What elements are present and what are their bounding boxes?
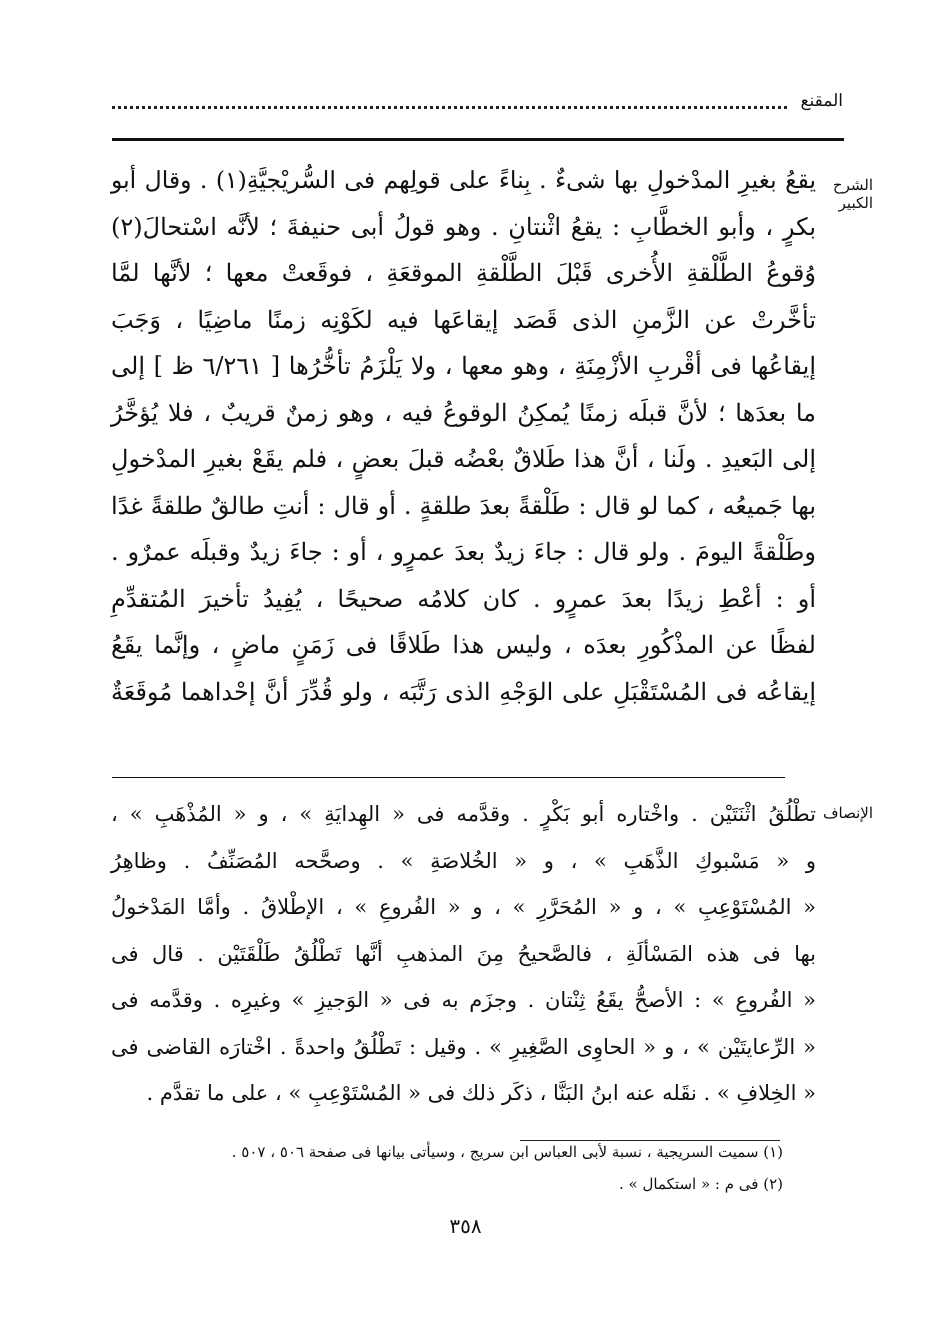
text-line: « الفُروعِ » : الأصحُّ يقَعُ ثِنْتان . وجزَم به فى « الوَجيزِ » وغيرِه . وقدَّمه فى bbox=[111, 988, 816, 1012]
text-line: بكرٍ ، وأبو الخطَّابِ : يقعُ اثْنتانِ . وهو قولُ أبى حنيفةَ ؛ لأنَّه اسْتحالَ(٢) bbox=[111, 212, 816, 241]
section-label-insaf: الإنصاف bbox=[822, 804, 873, 822]
text-line: « الخِلافِ » . نقَله عنه ابنُ البَنَّا ، ذكَر ذلك فى « المُسْتَوْعِبِ » ، على ما تقدَّم . bbox=[146, 1081, 816, 1105]
text-line: « المُسْتَوْعِبِ » ، و « المُحَرَّرِ » ، و « الفُروعِ » ، الإطْلاقُ . وأمَّا المَدْخولُ bbox=[111, 895, 816, 919]
footnote-1: (١) سميت السريجية ، نسبة لأبى العباس ابن سريج ، وسيأتى بيانها فى صفحة ٥٠٦ ، ٥٠٧ . bbox=[231, 1143, 783, 1161]
running-header-title: المقنع bbox=[800, 91, 843, 111]
text-line: لفظًا عن المذْكُورِ بعدَه ، وليس هذا طَلاقًا فى زَمَنٍ ماضٍ ، وإنَّما يقَعُ bbox=[111, 631, 816, 659]
text-line: بها فى هذه المَسْألَةِ ، فالصَّحيحُ مِنَ المذهبِ أنَّها تَطْلُقُ طَلْقَتَيْن . قال فى bbox=[111, 941, 816, 966]
text-line: تطْلُقُ اثْنَتَيْن . واخْتاره أبو بَكْرٍ . وقدَّمه فى « الهِدايَةِ » ، و « المُذْهَبِ » ، bbox=[111, 802, 816, 826]
text-line: إيقاعُها فى أقْربِ الأزْمِنَةِ ، وهو معها ، ولا يَلْزَمُ تأخُّرُها [ ٦/٢٦١ ظ ] إلى bbox=[111, 352, 816, 380]
text-line: إيقاعُه فى المُسْتَقْبَلِ على الوَجْهِ الذى رَتَّبَه ، ولو قُدِّرَ أنَّ إحْداهما مُوقَعَةٌ bbox=[111, 677, 816, 706]
text-line: أو : أعْطِ زيدًا بعدَ عمرٍو . كان كلامُه صحيحًا ، يُفِيدُ تأخيرَ المُتقدِّمِ bbox=[111, 584, 816, 613]
text-line: إلى البَعيدِ . ولَنا ، أنَّ هذا طَلاقٌ بعْضُه قبلَ بعضٍ ، فلم يقَعْ بغيرِ المدْخولِ bbox=[111, 445, 816, 473]
footnote-2: (٢) فى م : « استكمال » . bbox=[619, 1175, 783, 1193]
section-label-sharh-kabir: الشرح الكبير bbox=[832, 176, 873, 212]
page-number: ٣٥٨ bbox=[449, 1214, 482, 1238]
text-line: « الرِّعايتَيْن » ، و « الحاوِى الصَّغِيرِ » . وقيل : تَطْلُقُ واحدةً . اخْتارَه القاضى فى bbox=[111, 1034, 817, 1059]
text-line: يقعُ بغيرِ المدْخولِ بها شىءٌ . بِناءً على قولِهم فى السُّريْجيَّةِ(١) . وقال أبو bbox=[111, 166, 816, 194]
insaf-text bbox=[111, 791, 816, 1117]
main-commentary-text bbox=[111, 157, 816, 715]
text-line: بها جَميعُه ، كما لو قال : طَلْقةً بعدَ طلقةٍ . أو قال : أنتِ طالقٌ طلقةً غدًا bbox=[111, 491, 816, 520]
text-line: وطَلْقةً اليومَ . ولو قال : جاءَ زيدٌ بعدَ عمرٍو ، أو : جاءَ زيدٌ وقبلَه عمرٌو . bbox=[111, 538, 816, 566]
text-line: وُقوعُ الطَّلْقةِ الأُخرى قَبْلَ الطَّلْقةِ الموقعَةِ ، فوقَعتْ معها ؛ لأنَّها لمَّا bbox=[111, 259, 816, 287]
text-line: و « مَسْبوكِ الذَّهَبِ » ، و « الخُلاصَةِ » . وصحَّحه المُصَنِّفُ . وظاهِرُ bbox=[111, 848, 816, 873]
header-rule bbox=[112, 138, 844, 141]
text-line: تأخَّرتْ عن الزَّمنِ الذى قَصَد إيقاعَها فيه لكَوْنِه زمنًا ماضِيًا ، وَجَبَ bbox=[111, 305, 816, 334]
footnotes bbox=[143, 1136, 783, 1200]
text-line: ما بعدَها ؛ لأنَّ قبلَه زمنًا يُمكِنُ الوقوعُ فيه ، وهو زمنٌ قريبٌ ، فلا يُؤخَّرُ bbox=[111, 398, 816, 427]
header-dotted-leader bbox=[112, 106, 787, 109]
section-divider bbox=[112, 777, 785, 778]
